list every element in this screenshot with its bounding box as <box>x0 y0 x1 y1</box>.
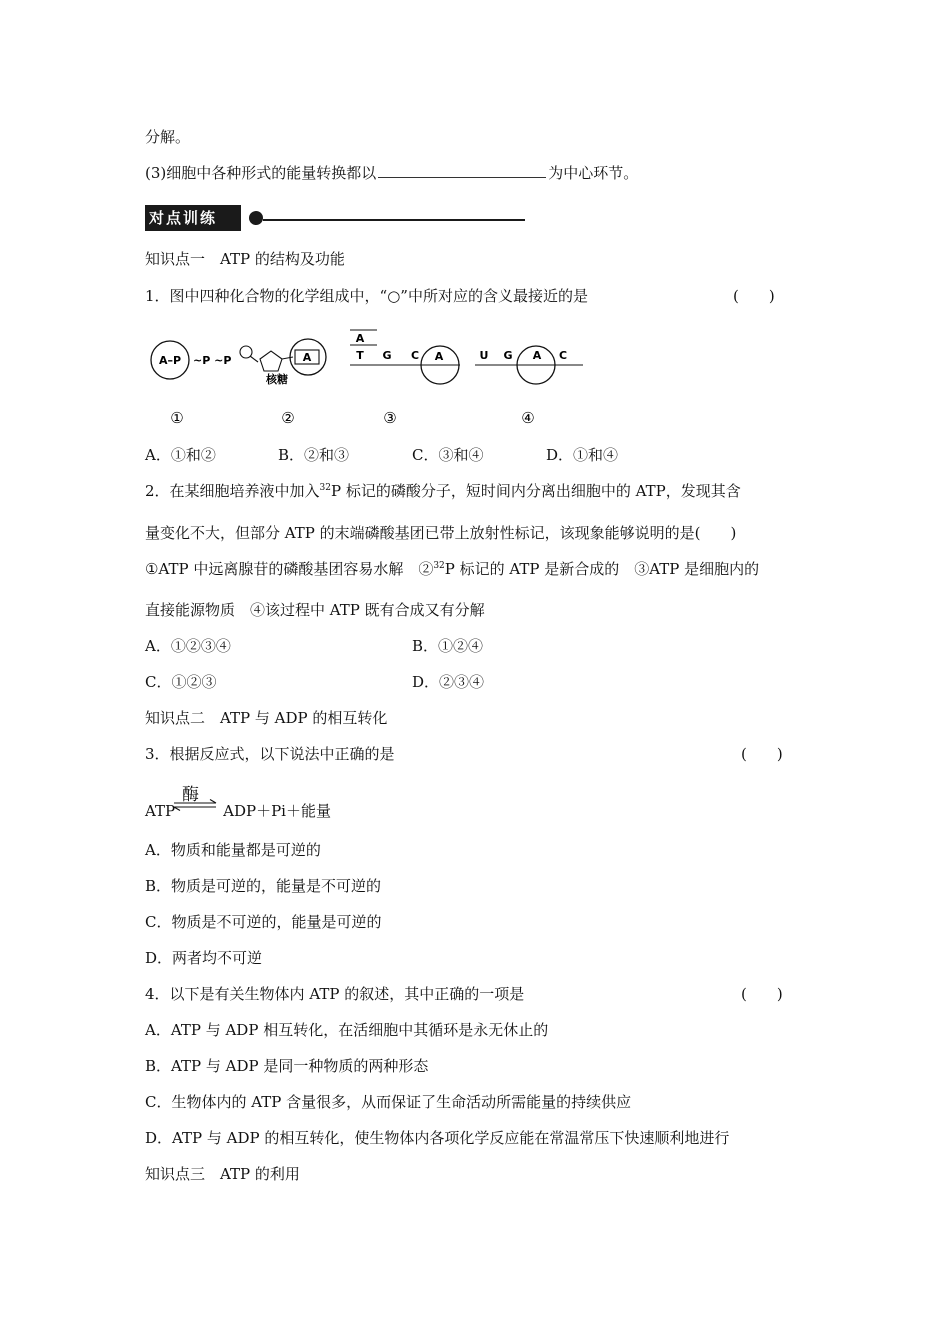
compound-1 <box>151 341 231 379</box>
answer-paren[interactable]: ( ) <box>733 287 775 305</box>
bullet-dot-icon <box>249 211 263 225</box>
option-b[interactable]: B．物质是可逆的，能量是不可逆的 <box>145 877 382 895</box>
compound-1-tail: ~P ~P <box>193 354 232 367</box>
question-2-stem <box>145 481 741 501</box>
option-a[interactable]: A．物质和能量都是可逆的 <box>145 841 321 859</box>
section-header-label: 对点训练 <box>145 205 241 231</box>
compound-3 <box>350 330 460 384</box>
option-a[interactable]: A．①和② <box>145 446 216 464</box>
option-d[interactable]: D．①和④ <box>546 446 619 464</box>
text-segment: P 标记的 ATP 是新合成的 ③ATP 是细胞内的 <box>444 560 760 578</box>
text-segment: ①ATP 中远离腺苷的磷酸基团容易水解 ② <box>145 560 434 578</box>
text-segment: P 标记的磷酸分子，短时间内分离出细胞中的 ATP，发现其含 <box>331 482 741 500</box>
question-4-stem: 4．以下是有关生物体内 ATP 的叙述，其中正确的一项是 <box>145 985 525 1003</box>
rna-base: U <box>479 349 489 362</box>
option-a[interactable]: A．ATP 与 ADP 相互转化，在活细胞中其循环是永无休止的 <box>145 1021 549 1039</box>
text-line: 分解。 <box>145 128 191 146</box>
question-3-stem: 3．根据反应式，以下说法中正确的是 <box>145 745 395 763</box>
option-d[interactable]: D．两者均不可逆 <box>145 949 263 967</box>
compound-2 <box>240 339 326 386</box>
figure-number: ① <box>170 409 184 427</box>
option-c[interactable]: C．物质是不可逆的，能量是可逆的 <box>145 913 382 931</box>
answer-blank[interactable] <box>378 163 546 178</box>
compound-2-base: A <box>302 351 312 364</box>
option-a[interactable]: A．①②③④ <box>145 637 231 655</box>
rna-base: G <box>503 349 513 362</box>
text-segment: 2．在某细胞培养液中加入 <box>145 482 320 500</box>
rna-base: A <box>532 349 542 362</box>
dna-base: G <box>382 349 392 362</box>
knowledge-point-2: 知识点二 ATP 与 ADP 的相互转化 <box>145 709 388 727</box>
figure-number: ② <box>281 409 295 427</box>
dna-top-base: A <box>355 332 365 345</box>
superscript: 32 <box>433 561 445 571</box>
figure-number: ④ <box>521 409 535 427</box>
section-rule <box>263 219 525 221</box>
question-3-fill <box>145 163 638 183</box>
answer-paren[interactable]: ( ) <box>741 745 783 763</box>
question-2-statements-cont: 直接能源物质 ④该过程中 ATP 既有合成又有分解 <box>145 601 485 619</box>
question-2-stem-cont: 量变化不大，但部分 ATP 的末端磷酸基团已带上放射性标记，该现象能够说明的是( ) <box>145 524 737 542</box>
option-b[interactable]: B．①②④ <box>412 637 484 655</box>
option-c[interactable]: C．①②③ <box>145 673 217 691</box>
knowledge-point-3: 知识点三 ATP 的利用 <box>145 1165 300 1183</box>
question-2-statements <box>145 559 759 579</box>
figure-number: ③ <box>383 409 397 427</box>
option-b[interactable]: B．ATP 与 ADP 是同一种物质的两种形态 <box>145 1057 429 1075</box>
option-d[interactable]: D．ATP 与 ADP 的相互转化，使生物体内各项化学反应能在常温常压下快速顺利地进行 <box>145 1129 730 1147</box>
text-segment: (3)细胞中各种形式的能量转换都以 <box>145 164 377 182</box>
equation-left: ATP <box>145 802 176 820</box>
knowledge-point-1: 知识点一 ATP 的结构及功能 <box>145 250 345 268</box>
rna-base: C <box>558 349 568 362</box>
answer-paren[interactable]: ( ) <box>741 985 783 1003</box>
option-b[interactable]: B．②和③ <box>278 446 350 464</box>
dna-base: C <box>410 349 420 362</box>
option-c[interactable]: C．③和④ <box>412 446 484 464</box>
reaction-equation <box>145 801 331 821</box>
superscript: 32 <box>319 483 331 493</box>
compound-4 <box>475 346 583 384</box>
enzyme-label: 酶 <box>182 785 199 805</box>
option-c[interactable]: C．生物体内的 ATP 含量很多，从而保证了生命活动所需能量的持续供应 <box>145 1093 632 1111</box>
ribose-pentagon-icon <box>260 351 282 371</box>
question-1-stem: 1．图中四种化合物的化学组成中，“○”中所对应的含义最接近的是 <box>145 287 588 305</box>
dna-base: T <box>356 349 364 362</box>
equation-right: ADP＋Pi＋能量 <box>223 802 331 820</box>
compound-figure <box>145 325 605 435</box>
text-segment: 为中心环节。 <box>548 164 639 182</box>
option-d[interactable]: D．②③④ <box>412 673 485 691</box>
compound-1-text: A–P <box>158 354 182 367</box>
dna-base: A <box>434 350 444 363</box>
ribose-label: 核糖 <box>266 373 288 386</box>
